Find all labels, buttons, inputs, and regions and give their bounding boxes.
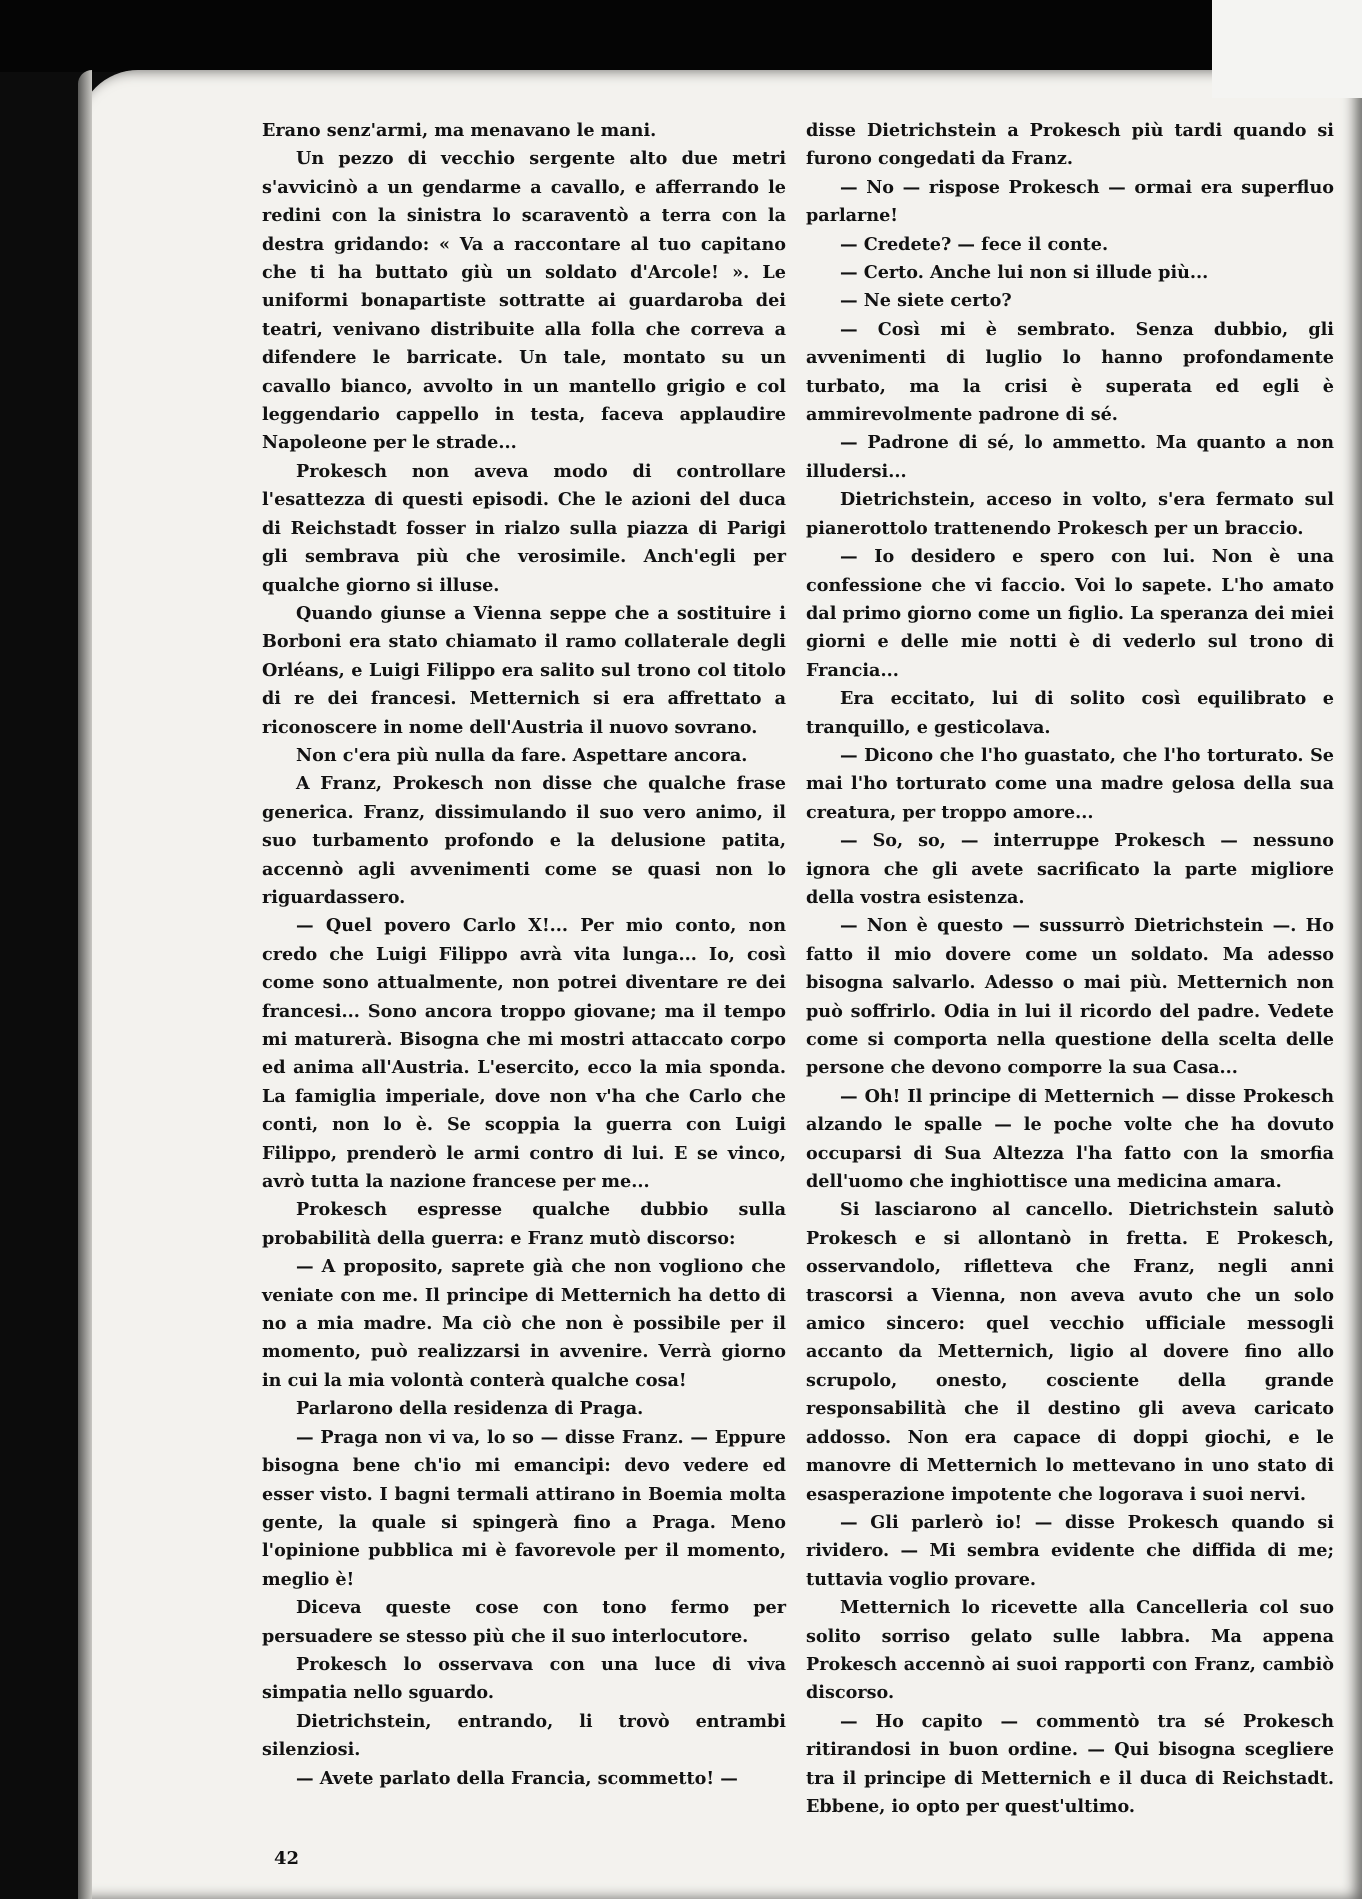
- paragraph: Quando giunse a Vienna seppe che a sostituire i Borboni era stato chiamato il ramo collaterale degli Orléans, e Luigi Filippo era salito sul trono col titolo di re dei francesi. Metternich si era affrettato a riconoscere in nome dell'Austria il nuovo sovrano.: [262, 602, 786, 738]
- paragraph: — Non è questo — sussurrò Dietrichstein —. Ho fatto il mio dovere come un soldato. Ma adesso bisogna salvarlo. Adesso o mai più. Metternich non può soffrirlo. Odia in lui il ricordo del padre. Vedete come si comporta nella questione della scelta delle persone che devono comporre la sua Casa...: [806, 915, 1334, 1079]
- paragraph: Era eccitato, lui di solito così equilibrato e tranquillo, e gesticolava.: [806, 688, 1334, 738]
- paragraph: disse Dietrichstein a Prokesch più tardi quando si furono congedati da Franz.: [806, 120, 1334, 170]
- paragraph: Parlarono della residenza di Praga.: [296, 1398, 644, 1420]
- paragraph: Prokesch lo osservava con una luce di viva simpatia nello sguardo.: [262, 1653, 786, 1704]
- paragraph: — Padrone di sé, lo ammetto. Ma quanto a non illudersi...: [806, 432, 1334, 482]
- paragraph: Dietrichstein, acceso in volto, s'era fermato sul pianerottolo trattenendo Prokesch per un braccio.: [806, 489, 1334, 539]
- paragraph: — Ne siete certo?: [840, 290, 1012, 312]
- right-text-column: [806, 117, 1334, 1821]
- paragraph: Non c'era più nulla da fare. Aspettare ancora.: [296, 744, 748, 766]
- paragraph: Prokesch non aveva modo di controllare l'esattezza di questi episodi. Che le azioni del duca di Reichstadt fosser in rialzo sulla piazza di Parigi gli sembrava più che verosimile. Anch'egli per qualche giorno si illuse.: [262, 460, 786, 596]
- paragraph: Si lasciarono al cancello. Dietrichstein salutò Prokesch e si allontanò in fretta. E Prokesch, osservandolo, rifletteva che Franz, negli anni trascorsi a Vienna, non aveva avuto che un solo amico sincero: quel vecchio ufficiale messogli accanto da Metternich, ligio al dovere fino allo scrupolo, onesto, cosciente della grande responsabilità che il destino gli aveva caricato addosso. Non era capace di doppi giochi, e le manovre di Metternich lo mettevano in uno stato di esasperazione impotente che logorava i suoi nervi.: [806, 1199, 1334, 1505]
- paragraph: Metternich lo ricevette alla Cancelleria col suo solito sorriso gelato sulle labbra. Ma appena Prokesch accennò ai suoi rapporti con Franz, cambiò discorso.: [806, 1597, 1334, 1704]
- page-edge-shadow: [78, 70, 92, 1899]
- paragraph: — Ho capito — commentò tra sé Prokesch ritirandosi in buon ordine. — Qui bisogna scegliere tra il principe di Metternich e il duca di Reichstadt. Ebbene, io opto per quest'ultimo.: [806, 1710, 1334, 1817]
- left-text-column: [262, 117, 786, 1793]
- paragraph: Erano senz'armi, ma menavano le mani.: [262, 120, 657, 141]
- paragraph: — Quel povero Carlo X!... Per mio conto, non credo che Luigi Filippo avrà vita lunga... Io, così come sono attualmente, non potrei diventare re dei francesi... Sono ancora troppo giovane; ma il tempo mi maturerà. Bisogna che mi mostri attaccato corpo ed anima all'Austria. L'esercito, ecco la mia sponda. La famiglia imperiale, dove non v'ha che Carlo che conti, non lo è. Se scoppia la guerra con Luigi Filippo, prenderò le armi contro di lui. E se vinco, avrò tutta la nazione francese per me...: [262, 915, 786, 1193]
- paragraph: — No — rispose Prokesch — ormai era superfluo parlarne!: [806, 176, 1334, 227]
- paragraph: — Io desidero e spero con lui. Non è una confessione che vi faccio. Voi lo sapete. L'ho amato dal primo giorno come un figlio. La speranza dei miei giorni e delle mie notti è di vederlo sul trono di Francia...: [806, 546, 1334, 681]
- paragraph: — Praga non vi va, lo so — disse Franz. — Eppure bisogna bene ch'io mi emancipi: devo vedere ed esser visto. I bagni termali attirano in Boemia molta gente, la quale si spingerà fino a Praga. Meno l'opinione pubblica mi è favorevole per il momento, meglio è!: [262, 1426, 786, 1590]
- paragraph: — Credete? — fece il conte.: [840, 233, 1109, 255]
- paragraph: A Franz, Prokesch non disse che qualche frase generica. Franz, dissimulando il suo vero animo, il suo turbamento profondo e la delusione patita, accennò agli avvenimenti come se quasi non lo riguardassero.: [262, 773, 786, 908]
- paragraph: — Certo. Anche lui non si illude più...: [840, 262, 1209, 284]
- paragraph: — Gli parlerò io! — disse Prokesch quando si rividero. — Mi sembra evidente che diffida di me; tuttavia voglio provare.: [806, 1511, 1334, 1590]
- paragraph: — So, so, — interruppe Prokesch — nessuno ignora che gli avete sacrificato la parte migliore della vostra esistenza.: [806, 830, 1334, 908]
- paragraph: Dietrichstein, entrando, li trovò entrambi silenziosi.: [262, 1710, 786, 1761]
- page-number: 42: [274, 1848, 300, 1869]
- paragraph: Prokesch espresse qualche dubbio sulla probabilità della guerra: e Franz mutò discorso:: [262, 1199, 786, 1249]
- paragraph: Un pezzo di vecchio sergente alto due metri s'avvicinò a un gendarme a cavallo, e afferrando le redini con la sinistra lo scaraventò a terra con la destra gridando: « Va a raccontare al tuo capitano che ti ha buttato giù un soldato d'Arcole! ». Le uniformi bonapartiste sottratte ai guardaroba dei teatri, venivano distribuite alla folla che correva a difendere le barricate. Un tale, montato su un cavallo bianco, avvolto in un mantello grigio e col leggendario cappello in testa, faceva applaudire Napoleone per le strade...: [262, 148, 786, 454]
- scan-corner: [1212, 0, 1362, 98]
- paragraph: Diceva queste cose con tono fermo per persuadere se stesso più che il suo interlocutore.: [262, 1597, 786, 1647]
- paragraph: — Oh! Il principe di Metternich — disse Prokesch alzando le spalle — le poche volte che ha dovuto occuparsi di Sua Altezza l'ha fatto con la smorfia dell'uomo che inghiottisce una medicina amara.: [806, 1085, 1334, 1193]
- paragraph: — Avete parlato della Francia, scommetto! —: [296, 1767, 738, 1789]
- paragraph: — Dicono che l'ho guastato, che l'ho torturato. Se mai l'ho torturato come una madre gelosa della sua creatura, per troppo amore...: [806, 744, 1334, 823]
- paragraph: — Così mi è sembrato. Senza dubbio, gli avvenimenti di luglio lo hanno profondamente turbato, ma la crisi è superata ed egli è ammirevolmente padrone di sé.: [806, 318, 1334, 426]
- paragraph: — A proposito, saprete già che non vogliono che veniate con me. Il principe di Metternich ha detto di no a mia madre. Ma ciò che non è possibile per il momento, può realizzarsi in avvenire. Verrà giorno in cui la mia volontà conterà qualche cosa!: [262, 1256, 786, 1391]
- scan-border-top: [0, 0, 1362, 72]
